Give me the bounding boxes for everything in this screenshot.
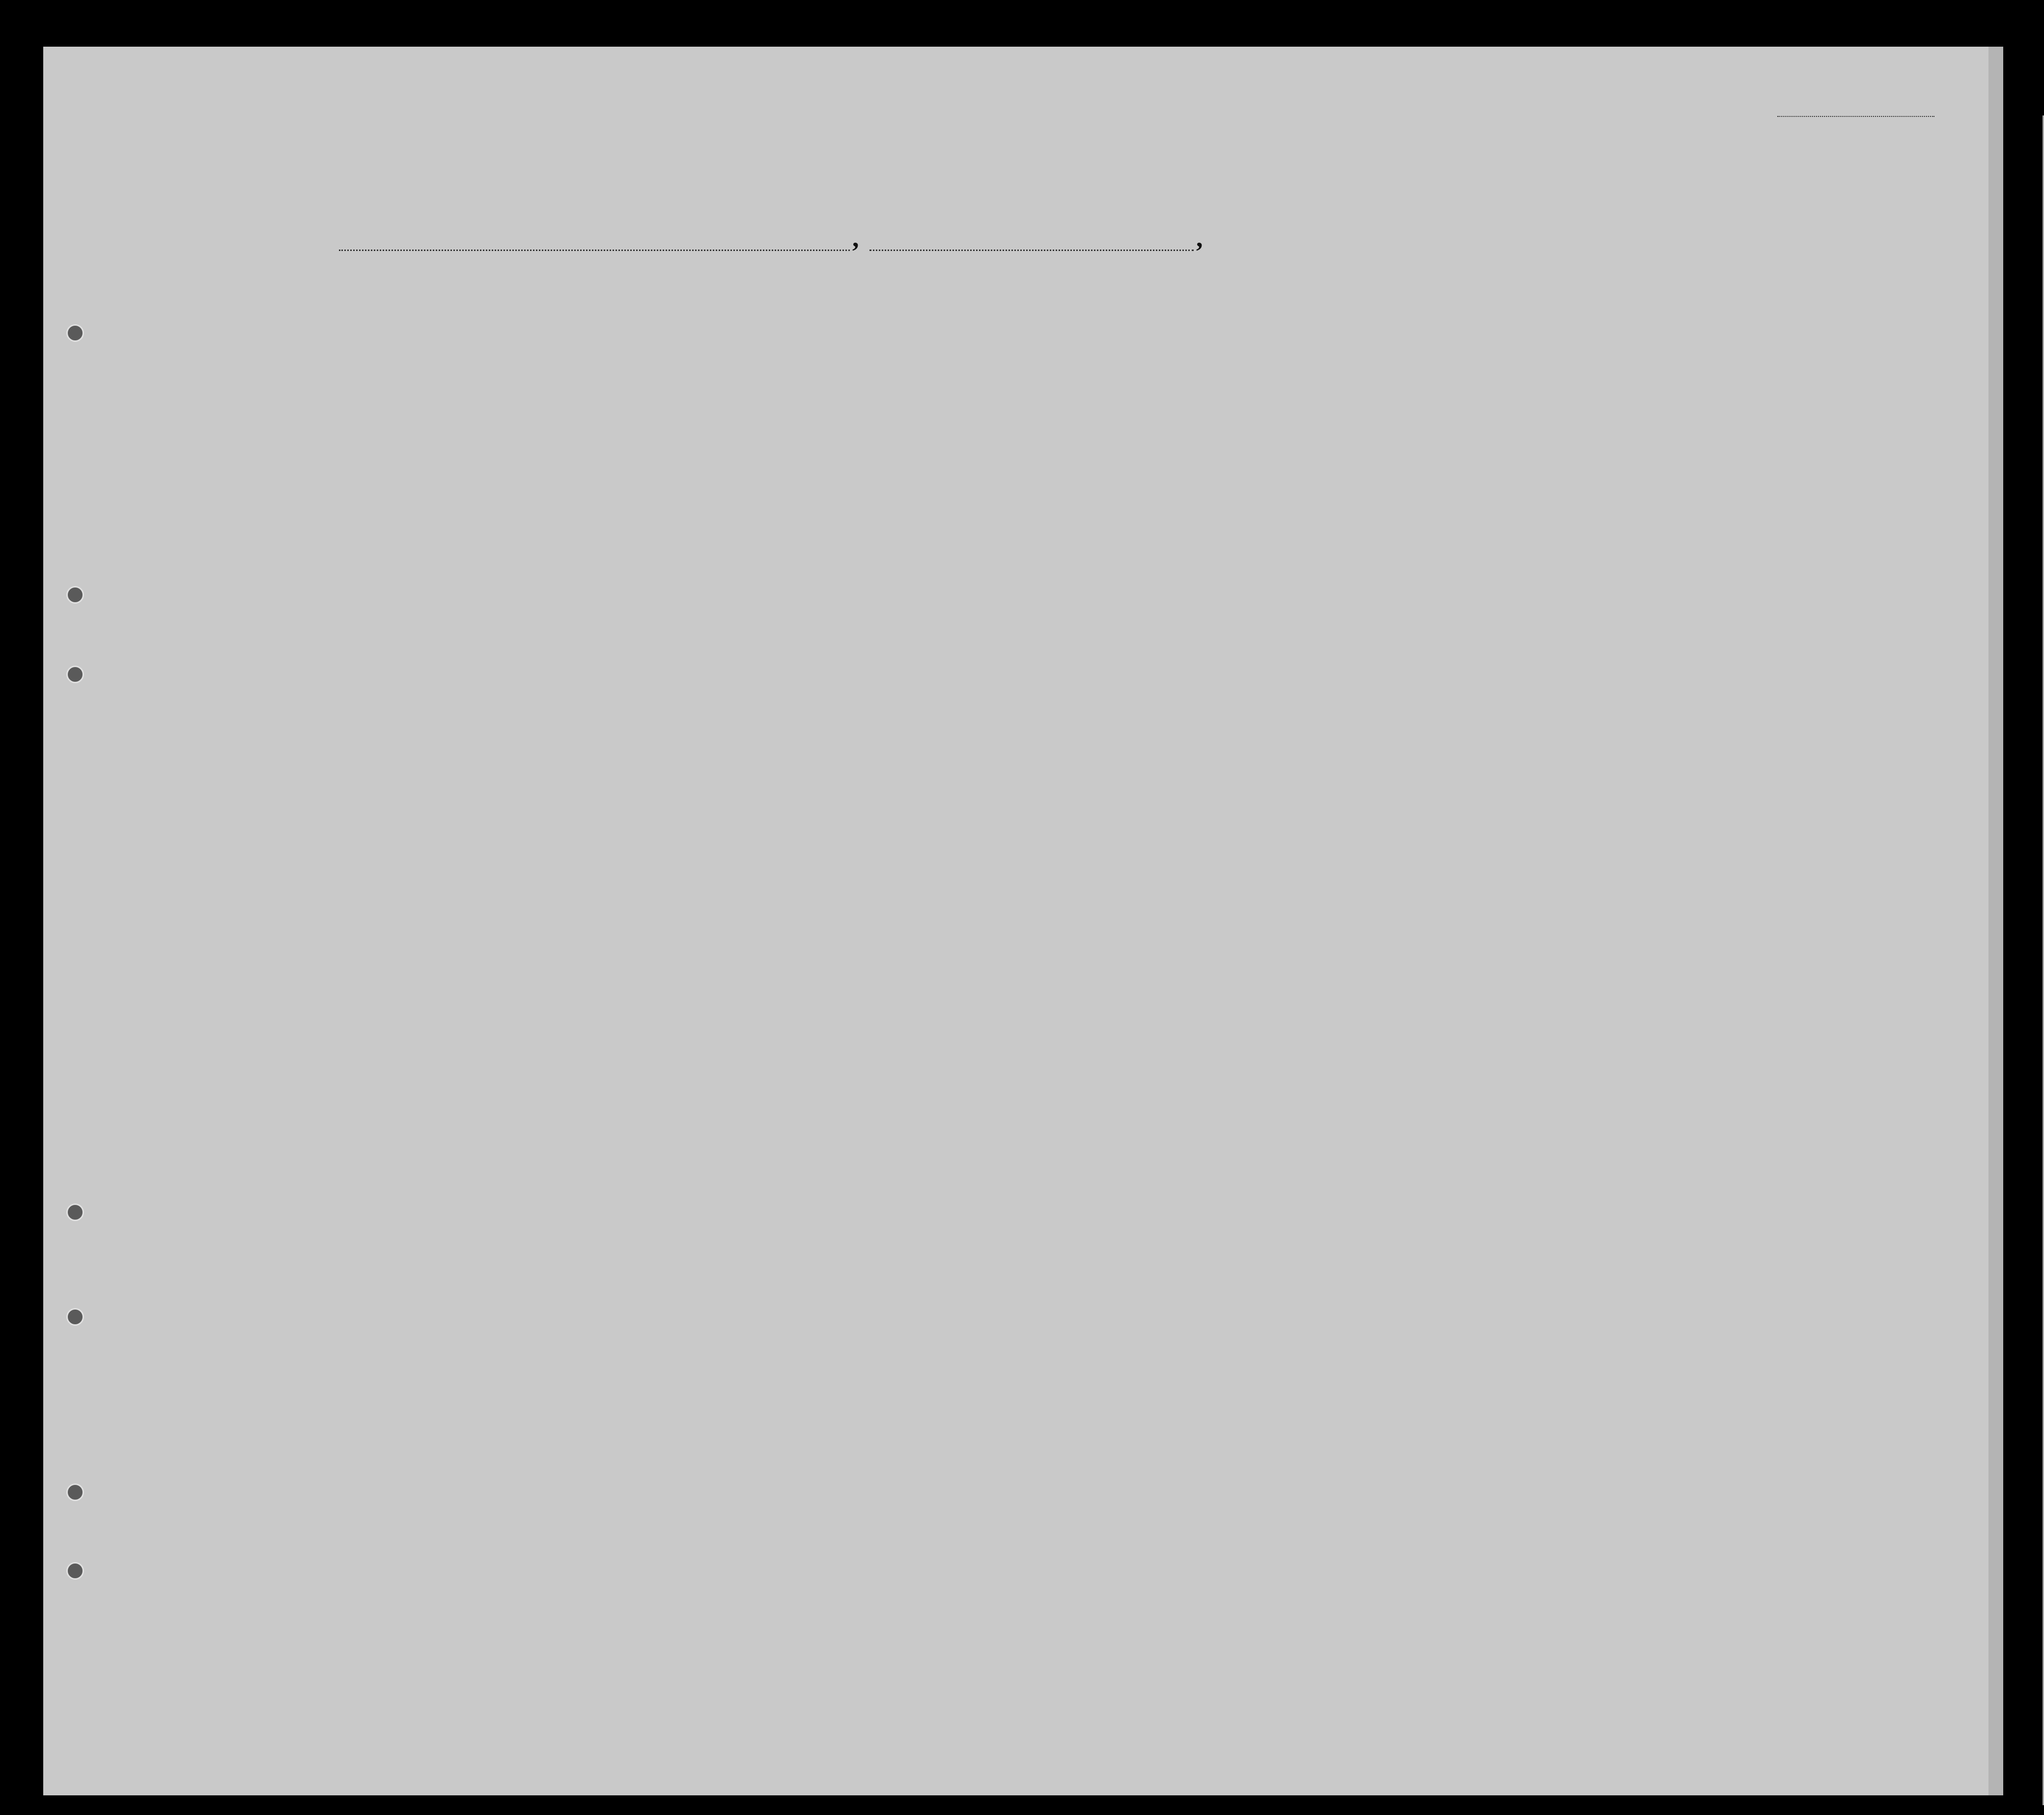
punch-hole	[66, 1203, 84, 1221]
punch-hole	[66, 1483, 84, 1501]
punch-hole	[66, 1308, 84, 1326]
punch-hole	[66, 324, 84, 342]
punch-hole	[66, 586, 84, 604]
comma: ,	[1196, 223, 1203, 252]
comma: ,	[852, 223, 859, 252]
punch-hole	[66, 666, 84, 683]
punch-hole	[66, 1562, 84, 1580]
